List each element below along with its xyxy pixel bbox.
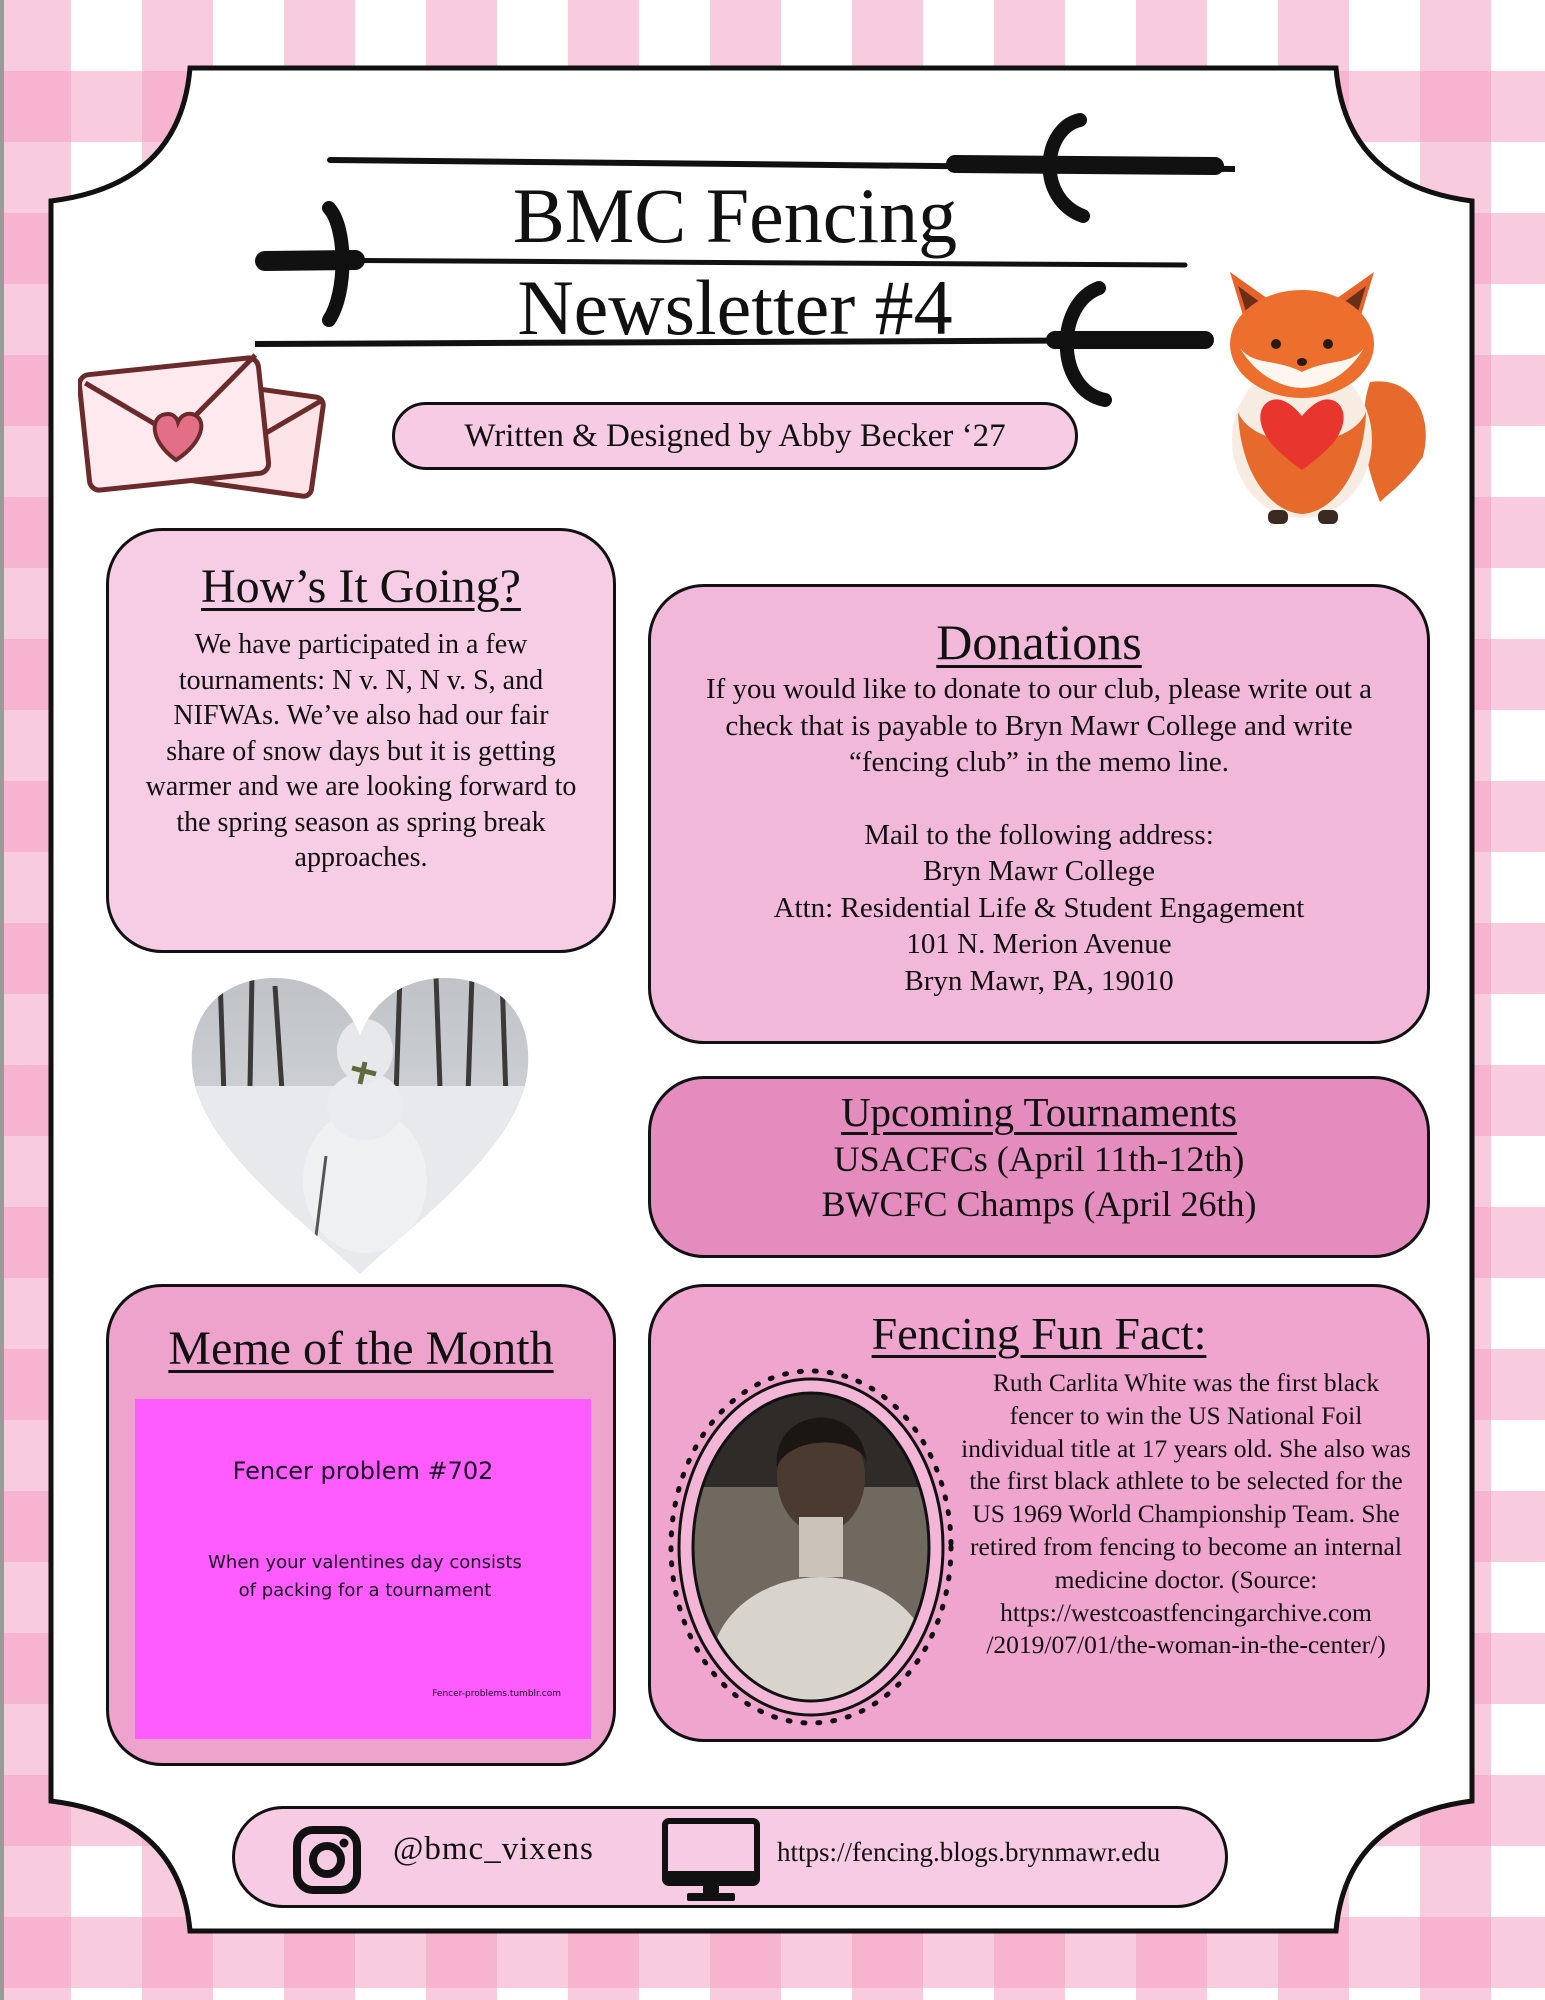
donations-address-line-4: Bryn Mawr, PA, 19010 <box>904 964 1174 997</box>
instagram-handle[interactable]: @bmc_vixens <box>393 1831 594 1867</box>
meme-heading: Meme of the Month <box>168 1322 554 1375</box>
instagram-icon[interactable] <box>291 1824 363 1896</box>
fun-fact-card <box>648 1284 1430 1742</box>
title-line-2: Newsletter #4 <box>517 264 953 351</box>
donations-address-line-1: Bryn Mawr College <box>923 855 1155 887</box>
donations-address-line-3: 101 N. Merion Avenue <box>906 928 1172 960</box>
upcoming-heading: Upcoming Tournaments <box>840 1089 1238 1135</box>
meme-title: Fencer problem #702 <box>232 1457 494 1485</box>
meme-caption: When your valentines day consists of packing for a tournament <box>208 1552 522 1601</box>
fun-fact-heading: Fencing Fun Fact: <box>871 1308 1207 1359</box>
donations-card <box>648 584 1430 1044</box>
social-bar <box>232 1806 1228 1908</box>
upcoming-item-1: USACFCs (April 11th-12th) <box>833 1139 1245 1179</box>
hows-it-going-body: We have participated in a few tournaments: N v. N, N v. S, and NIFWAs. We’ve also had our fair share of snow days but it is getting warmer and we are looking forward to the spring season as spring break approaches. <box>145 629 577 873</box>
love-letter-icon <box>78 348 328 508</box>
hows-it-going-heading: How’s It Going? <box>201 560 521 613</box>
donations-intro: If you would like to donate to our club, please write out a check that is payable to Bryn Mawr College and write “fencing club” in the memo line. <box>705 673 1373 778</box>
upcoming-tournaments-card <box>648 1076 1430 1258</box>
meme-image <box>135 1399 591 1739</box>
meme-credit: Fencer-problems.tumblr.com <box>432 1689 561 1699</box>
hows-it-going-card <box>106 528 616 953</box>
donations-mail-label: Mail to the following address: <box>864 818 1214 851</box>
byline-pill: Written & Designed by Abby Becker ‘27 <box>392 402 1078 470</box>
title-line-1: BMC Fencing <box>512 172 958 259</box>
snowman-heart-photo <box>190 976 530 1276</box>
ruth-white-portrait <box>661 1367 961 1727</box>
meme-card <box>106 1284 616 1766</box>
monitor-icon <box>661 1817 761 1905</box>
website-link[interactable]: https://fencing.blogs.brynmawr.edu <box>777 1837 1161 1867</box>
newsletter-title <box>440 170 1030 354</box>
page-edge-line <box>0 0 4 2000</box>
fox-holding-heart-icon <box>1210 262 1440 532</box>
fun-fact-body: Ruth Carlita White was the first black fencer to win the US National Foil individual title at 17 years old. She also was the first black athlete to be selected for the US 1969 World Championship Team. She retired from fencing to become an internal medicine doctor. (Source: https://westcoastfencingarchive.com /2019/07/01/the-woman-in-the-center/) <box>961 1368 1411 1660</box>
upcoming-item-2: BWCFC Champs (April 26th) <box>821 1184 1257 1224</box>
donations-heading: Donations <box>936 614 1142 670</box>
donations-address-line-2: Attn: Residential Life & Student Engagement <box>773 891 1305 924</box>
